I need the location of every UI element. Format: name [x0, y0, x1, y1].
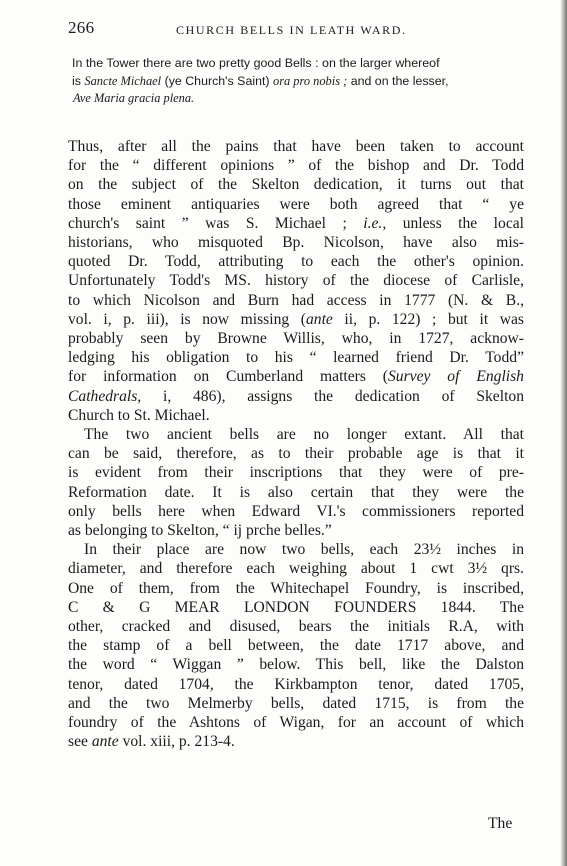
quoted-passage — [72, 55, 530, 108]
text-line: probably seen by Browne Willis, who, in 1727, acknow- — [68, 330, 524, 348]
text-line: diameter, and therefore each weighing about 1 cwt 3½ qrs. — [68, 560, 524, 578]
text-line: on the subject of the Skelton dedication, it turns out that — [68, 176, 524, 194]
text-line: for the “ different opinions ” of the bishop and Dr. Todd — [68, 157, 524, 175]
text-line: tenor, dated 1704, the Kirkbampton tenor, dated 1705, — [68, 675, 524, 693]
text-line: only bells here when Edward VI.'s commissioners reported — [68, 502, 524, 520]
quote-line: In the Tower there are two pretty good Bells : on the larger whereof — [72, 56, 440, 70]
text-line: Church to St. Michael. — [68, 406, 210, 424]
text-line: is evident from their inscriptions that they were of pre- — [68, 464, 524, 482]
catchword: The — [488, 815, 513, 832]
text-line: those eminent antiquaries were both agreed that “ ye — [68, 195, 524, 213]
text-line: church's saint ” was S. Michael ; i.e., unless the local — [68, 214, 524, 232]
text-line: to which Nicolson and Burn had access in 1777 (N. & B., — [68, 291, 524, 309]
text-line: One of them, from the Whitechapel Foundry, is inscribed, — [68, 579, 524, 597]
text-line: foundry of the Ashtons of Wigan, for an account of which — [68, 714, 524, 732]
text-line: see ante vol. xiii, p. 213-4. — [68, 733, 235, 751]
text-line: can be said, therefore, as to their probable age is that it — [68, 445, 524, 463]
text-line: historians, who misquoted Bp. Nicolson, have also mis- — [68, 234, 524, 252]
page-header — [68, 18, 538, 42]
text-line: vol. i, p. iii), is now missing (ante ii, p. 122) ; but it was — [68, 310, 524, 328]
text-line: Thus, after all the pains that have been taken to account — [68, 138, 524, 155]
running-title: CHURCH BELLS IN LEATH WARD. — [176, 23, 407, 37]
text-line: for information on Cumberland matters (Survey of English — [68, 368, 524, 386]
text-line: as belonging to Skelton, “ ij prche belles.” — [68, 522, 332, 540]
quote-line: is Sancte Michael (ye Church's Saint) ora pro nobis ; and on the lesser, — [72, 73, 449, 88]
text-line: other, cracked and disused, bears the initials R.A, with — [68, 618, 524, 636]
page-edge-shadow — [560, 0, 567, 866]
text-line: ledging his obligation to his “ learned friend Dr. Todd” — [68, 349, 524, 367]
text-line: Unfortunately Todd's MS. history of the diocese of Carlisle, — [68, 272, 524, 290]
text-line: the stamp of a bell between, the date 1717 above, and — [68, 637, 524, 655]
page-number: 266 — [68, 18, 95, 37]
quote-line: Ave Maria gracia plena. — [73, 91, 195, 105]
text-line: Cathedrals, i, 486), assigns the dedication of Skelton — [68, 387, 524, 405]
text-line: quoted Dr. Todd, attributing to each the other's opinion. — [68, 253, 524, 271]
text-line: and the two Melmerby bells, dated 1715, is from the — [68, 694, 524, 712]
text-line: In their place are now two bells, each 23½ inches in — [84, 541, 524, 559]
body-text — [68, 137, 524, 752]
text-line: C & G MEAR LONDON FOUNDERS 1844. The — [68, 598, 524, 616]
text-line: Reformation date. It is also certain that they were the — [68, 483, 524, 501]
text-line: the word “ Wiggan ” below. This bell, like the Dalston — [68, 656, 524, 674]
text-line: The two ancient bells are no longer extant. All that — [84, 426, 524, 444]
